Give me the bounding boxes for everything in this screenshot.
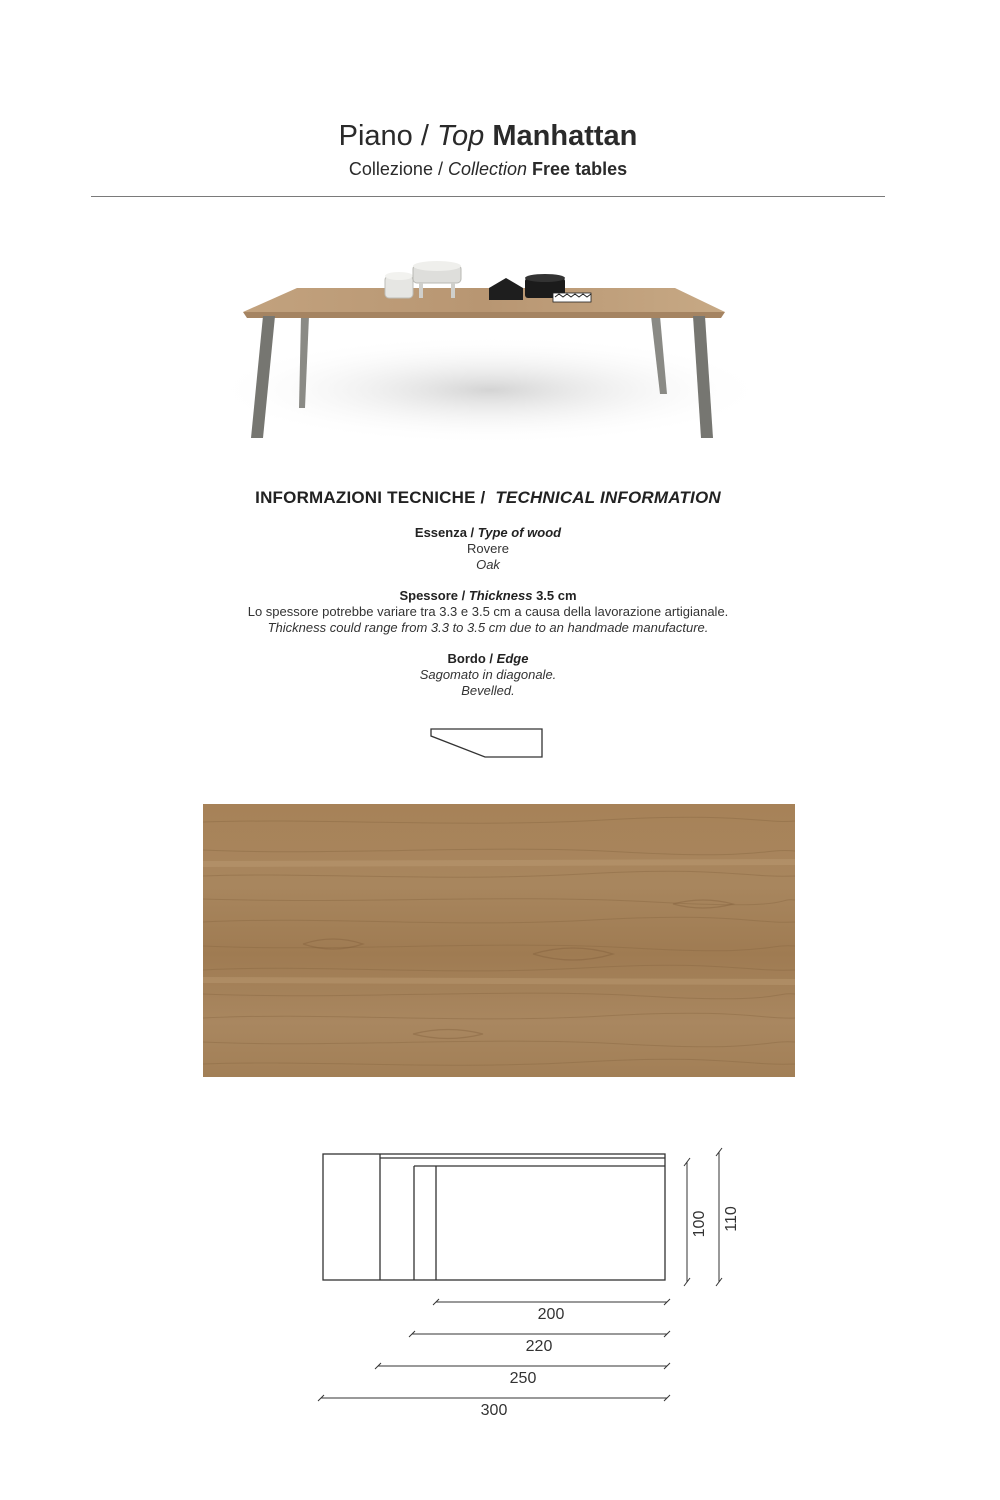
depth-label-100: 100 (691, 1210, 708, 1238)
length-label-220: 220 (525, 1338, 553, 1355)
table-top-outlines (323, 1154, 665, 1280)
oak-wood-sample (203, 804, 795, 1077)
floor-shadow (210, 335, 770, 445)
subtitle-italian: Collezione (348, 159, 433, 179)
depth-label-110: 110 (723, 1206, 740, 1232)
title-separator: / (412, 120, 437, 152)
wood-type-label: Essenza / Type of wood (414, 525, 562, 540)
bevelled-edge-outline (431, 729, 542, 757)
edge-label: Bordo / Edge (447, 651, 529, 666)
subtitle-separator: / (432, 159, 448, 179)
thickness-note-it: Lo spessore potrebbe variare tra 3.3 e 3.5 cm a causa della lavorazione artigianale. (247, 604, 729, 619)
table-photo (205, 230, 775, 460)
edge-value-en: Bevelled. (461, 683, 515, 698)
edge-profile-diagram (425, 724, 549, 762)
title-italian: Piano (338, 120, 413, 152)
length-label-300: 300 (480, 1402, 508, 1419)
length-label-250: 250 (509, 1370, 537, 1387)
subtitle-english: Collection (447, 159, 528, 179)
table-top (243, 288, 725, 312)
length-label-200: 200 (537, 1306, 565, 1323)
table-top-edge (243, 312, 725, 318)
collection-subtitle (0, 158, 976, 180)
outline-300 (323, 1154, 665, 1280)
collection-name: Free tables (532, 159, 628, 179)
wood-type-value-it: Rovere (467, 541, 509, 556)
title-english: Top (436, 120, 485, 152)
product-name: Manhattan (492, 120, 638, 152)
thickness-note-en: Thickness could range from 3.3 to 3.5 cm due to an handmade manufacture. (267, 620, 709, 635)
dimensions-diagram (300, 1140, 760, 1430)
header-divider (91, 196, 885, 197)
wood-type-value-en: Oak (476, 557, 500, 572)
thickness-label: Spessore / Thickness 3.5 cm (399, 588, 577, 603)
black-vessel (489, 278, 523, 300)
edge-value-it: Sagomato in diagonale. (419, 667, 557, 682)
technical-info-heading: INFORMAZIONI TECNICHE / TECHNICAL INFORMATION (255, 488, 721, 507)
product-title (0, 118, 976, 154)
